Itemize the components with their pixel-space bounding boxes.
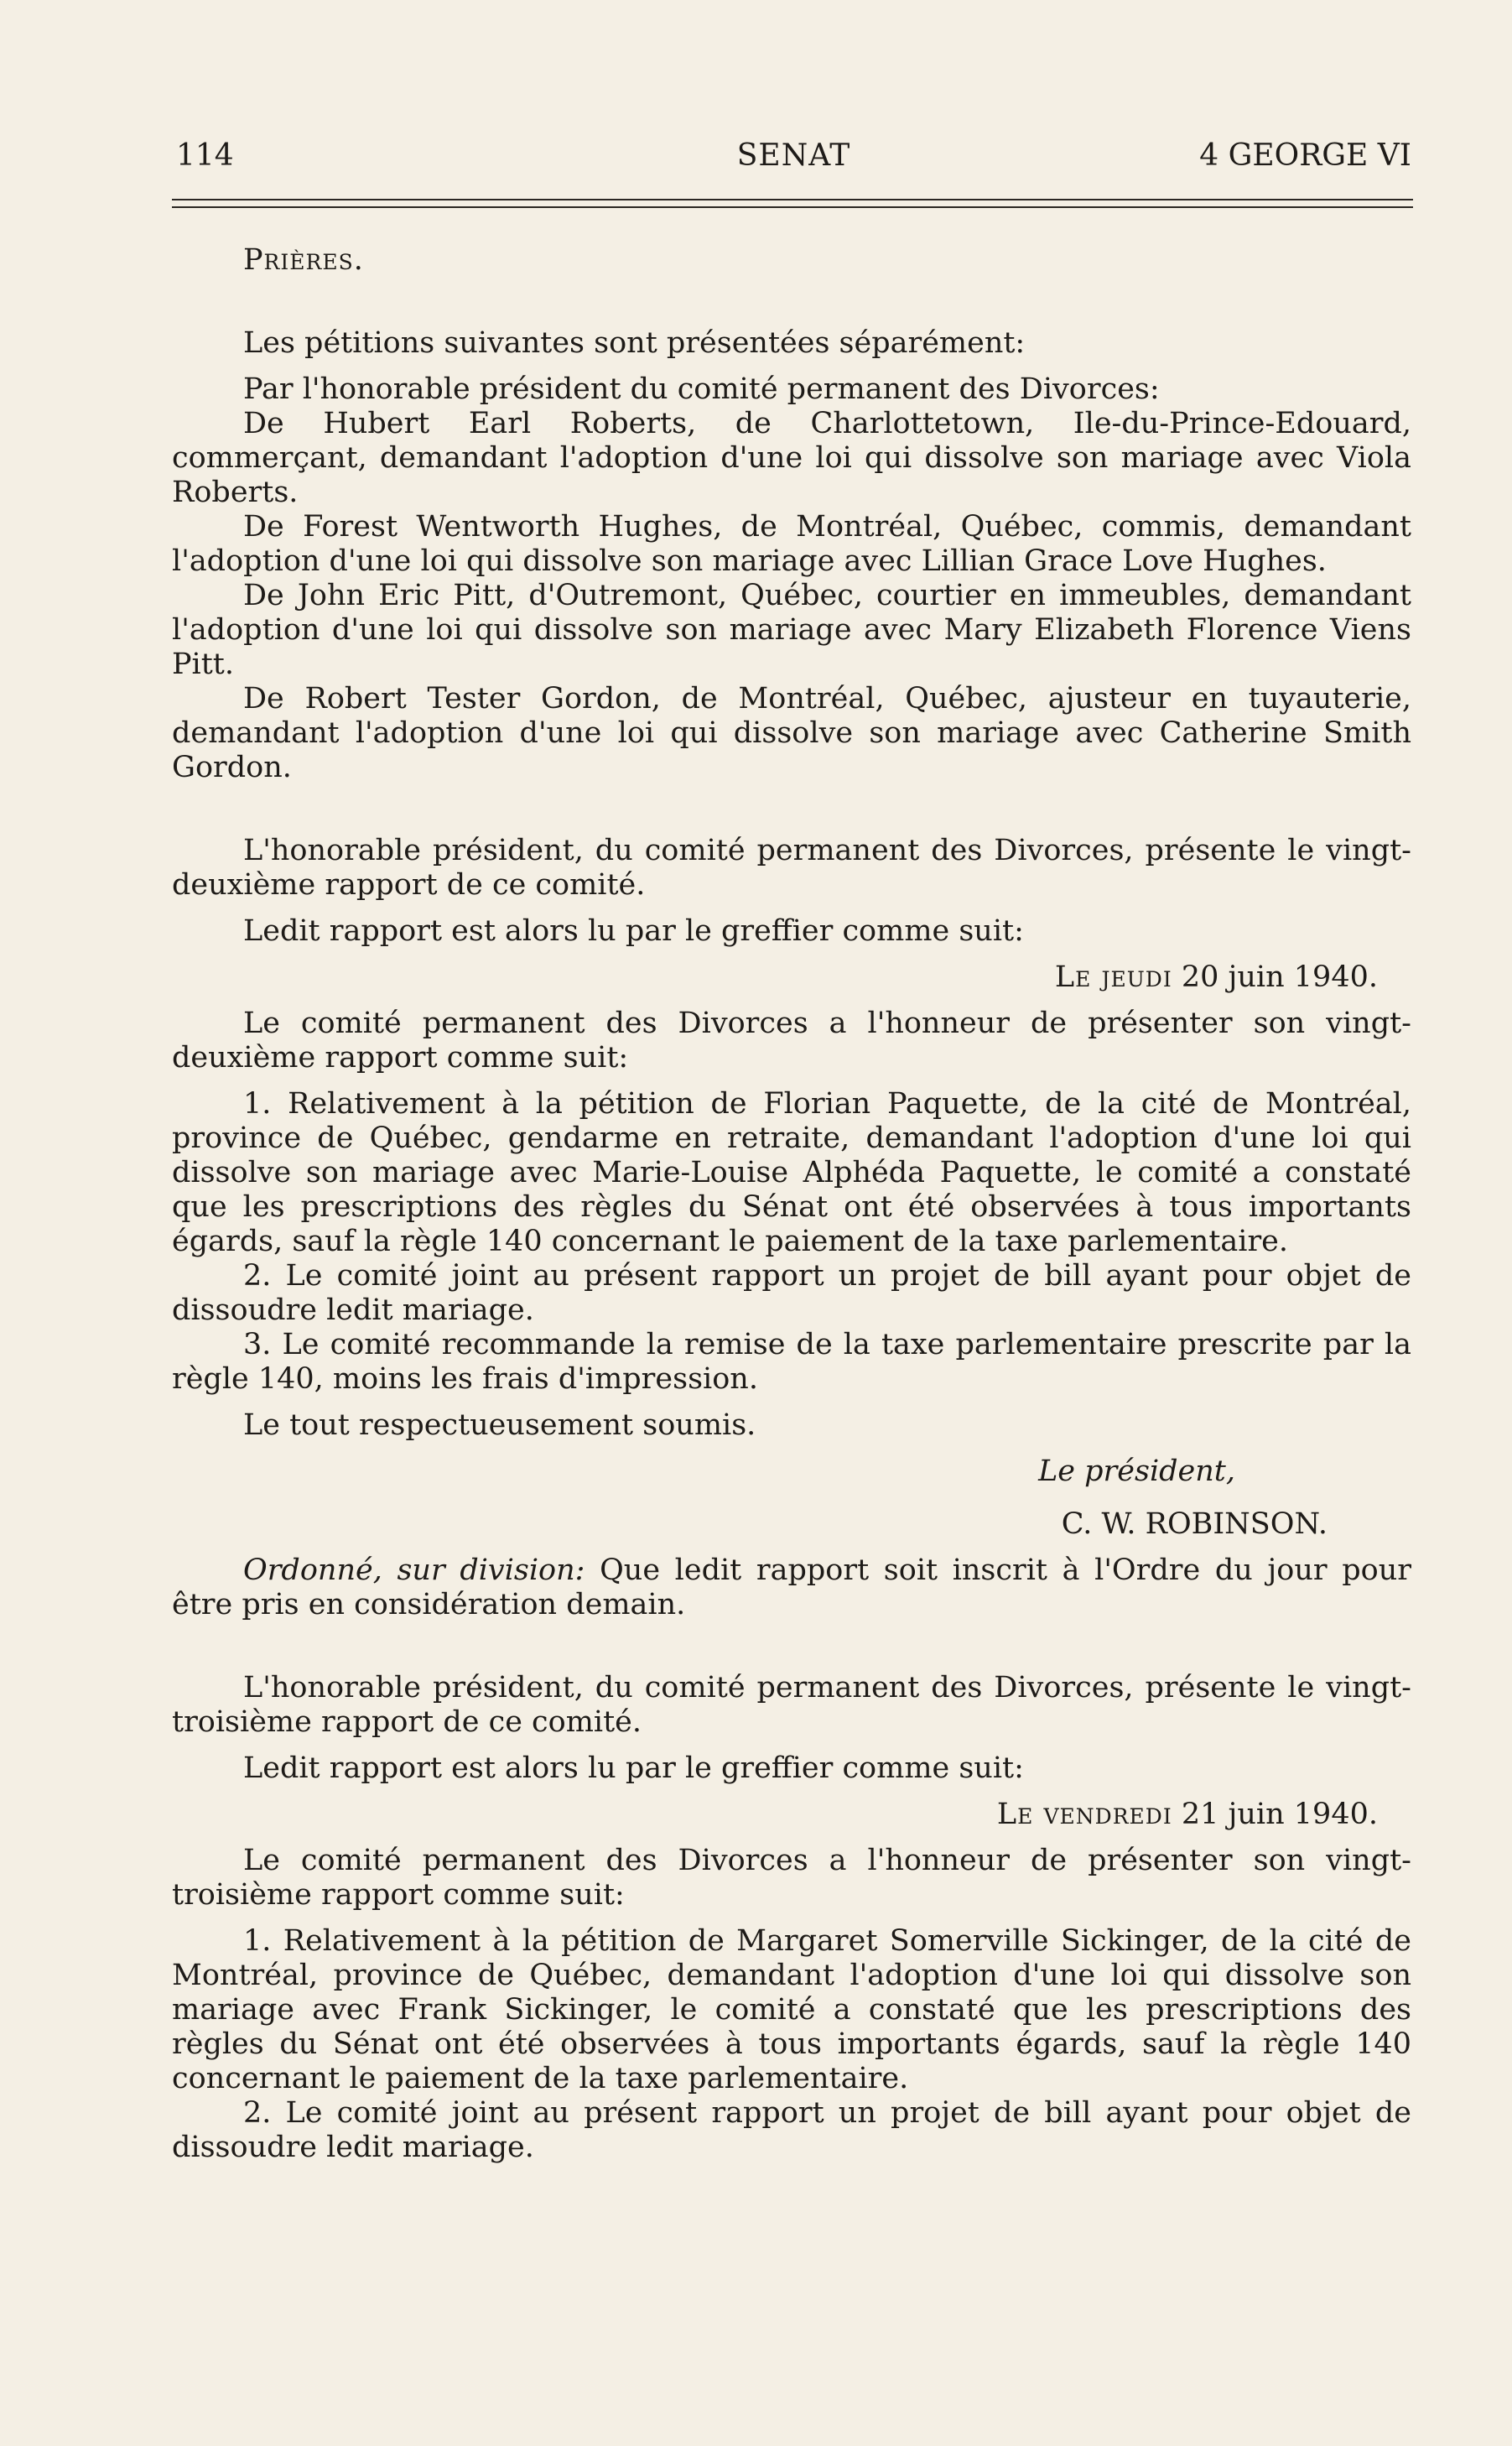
header-reign: 4 GEORGE VI <box>1199 138 1411 173</box>
page-number: 114 <box>176 138 234 173</box>
report23-item: 1. Relativement à la pétition de Margaret Somerville Sickinger, de la cité de Montréal, province de Québec, demandant l'adoption d'une loi qui dissolve son mariage avec Frank Sickinger, le comité a constaté que les prescriptions des règles du Sénat ont été observées à tous importants égards, sauf la règle 140 concernant le paiement de la taxe parlementaire. <box>172 1924 1411 2095</box>
petition-item: De Robert Tester Gordon, de Montréal, Québec, ajusteur en tuyauterie, demandant l'adoption d'une loi qui dissolve son mariage avec Catherine Smith Gordon. <box>172 682 1411 784</box>
prayers-heading: Prières. <box>243 243 364 277</box>
report23-item: 2. Le comité joint au présent rapport un projet de bill ayant pour objet de dissoudre ledit mariage. <box>172 2096 1411 2164</box>
petitions-by: Par l'honorable président du comité permanent des Divorces: <box>243 372 1160 406</box>
petition-item: De Forest Wentworth Hughes, de Montréal, Québec, commis, demandant l'adoption d'une loi qui dissolve son mariage avec Lillian Grace Love Hughes. <box>172 510 1411 578</box>
petition-item: De Hubert Earl Roberts, de Charlottetown, Ile-du-Prince-Edouard, commerçant, demandant l'adoption d'une loi qui dissolve son mariage avec Viola Roberts. <box>172 407 1411 509</box>
petitions-intro: Les pétitions suivantes sont présentées séparément: <box>243 326 1026 360</box>
report23-date-rest: 21 juin 1940. <box>1181 1798 1378 1831</box>
header-title: SENAT <box>736 138 851 173</box>
report23-date <box>172 1798 1411 1832</box>
header-rule-top <box>172 199 1413 200</box>
running-header <box>176 138 1411 180</box>
report22-signature-name: C. W. ROBINSON. <box>1061 1507 1328 1541</box>
report23-date-day: Le vendredi <box>996 1798 1172 1831</box>
report22-order <box>172 1553 1411 1622</box>
report22-date-rest: 20 juin 1940. <box>1181 960 1378 994</box>
report22-read: Ledit rapport est alors lu par le greffier comme suit: <box>243 914 1024 948</box>
document-body <box>172 243 1411 2165</box>
report22-signature-title: Le président, <box>1038 1455 1235 1488</box>
report22-date <box>172 960 1411 995</box>
petition-item: De John Eric Pitt, d'Outremont, Québec, courtier en immeubles, demandant l'adoption d'une loi qui dissolve son mariage avec Mary Elizabeth Florence Viens Pitt. <box>172 579 1411 681</box>
report22-opening: Le comité permanent des Divorces a l'honneur de présenter son vingt-deuxième rapport comme suit: <box>172 1007 1411 1075</box>
report22-item: 1. Relativement à la pétition de Florian Paquette, de la cité de Montréal, province de Québec, gendarme en retraite, demandant l'adoption d'une loi qui dissolve son mariage avec Marie-Louise Alphéda Paquette, le comité a constaté que les prescriptions des règles du Sénat ont été observées à tous importants égards, sauf la règle 140 concernant le paiement de la taxe parlementaire. <box>172 1087 1411 1258</box>
report22-date-day: Le jeudi <box>1054 960 1172 994</box>
report23-opening: Le comité permanent des Divorces a l'honneur de présenter son vingt-troisième rapport comme suit: <box>172 1844 1411 1912</box>
report22-item: 3. Le comité recommande la remise de la taxe parlementaire prescrite par la règle 140, moins les frais d'impression. <box>172 1328 1411 1396</box>
report22-order-text: Que ledit rapport soit inscrit à l'Ordre du jour pour être pris en considération demain. <box>172 1553 1411 1621</box>
report23-read: Ledit rapport est alors lu par le greffier comme suit: <box>243 1751 1024 1785</box>
report22-intro: L'honorable président, du comité permanent des Divorces, présente le vingt-deuxième rapport de ce comité. <box>172 834 1411 902</box>
report22-closing: Le tout respectueusement soumis. <box>243 1408 756 1442</box>
header-rule-bottom <box>172 206 1413 208</box>
report22-order-label: Ordonné, sur division: <box>243 1553 585 1587</box>
report23-intro: L'honorable président, du comité permanent des Divorces, présente le vingt-troisième rapport de ce comité. <box>172 1671 1411 1739</box>
report22-item: 2. Le comité joint au présent rapport un projet de bill ayant pour objet de dissoudre ledit mariage. <box>172 1259 1411 1327</box>
